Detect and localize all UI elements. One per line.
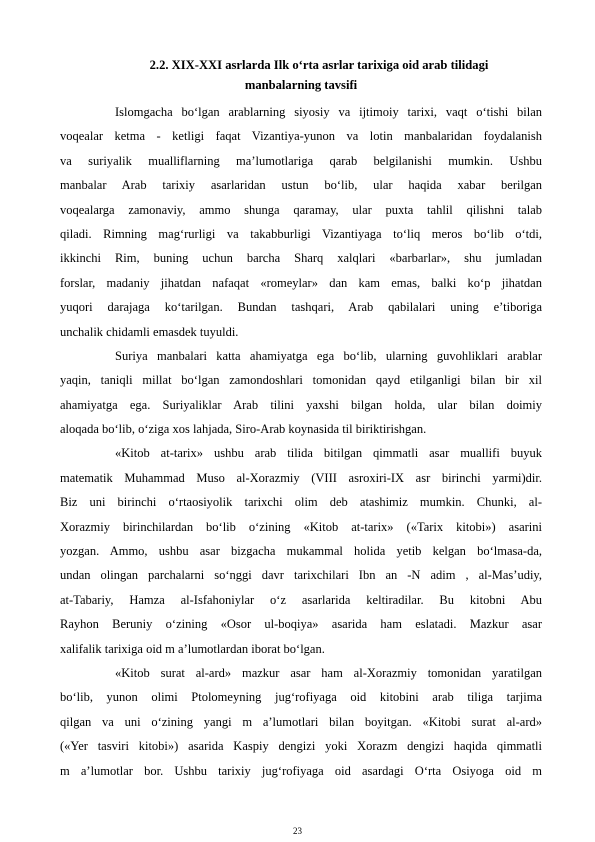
paragraph-2-line: yaqin, taniqli millat bo‘lgan zamondoshlari tomonidan qayd etilganligi bilan bir xil — [60, 373, 542, 388]
paragraph-3-line: undan olingan parchalarni so‘nggi davr tarixchilari Ibn an -N adim , al-Mas’udiy, — [60, 568, 542, 583]
paragraph-3-line: Rayhon Beruniy o‘zining «Osor ul-boqiya» asarida ham eslatadi. Mazkur asar — [60, 617, 542, 632]
paragraph-1-line: forslar, madaniy jihatdan nafaqat «romeylar» dan kam emas, balki ko‘p jihatdan — [60, 275, 542, 290]
paragraph-3-line: matematik Muhammad Muso al-Xorazmiy (VIII asroxiri-IX asr birinchi yarmi)dir. — [60, 470, 542, 485]
paragraph-1-line: ikkinchi Rim, buning uchun barcha Sharq xalqlari «barbarlar», shu jumladan — [60, 251, 542, 266]
paragraph-3-line: at-Tabariy, Hamza al-Isfahoniylar o‘z asarlarida keltiradilar. Bu kitobni Abu — [60, 592, 542, 607]
paragraph-1-line: voqealar ketma - ketligi faqat Vizantiya-yunon va lotin manbalaridan foydalanish — [60, 129, 542, 144]
paragraph-1-line: voqealarga zamonaviy, ammo shunga qaramay, ular puxta tahlil qilishni talab — [60, 202, 542, 217]
body-text — [60, 100, 542, 783]
paragraph-3-line: Biz uni birinchi o‘rtaosiyolik tarixchi olim deb atashimiz mumkin. Chunki, al- — [60, 495, 542, 510]
paragraph-2-line: aloqada bo‘lib, o‘ziga xos lahjada, Siro-Arab koynasida til biriktirishgan. — [60, 422, 427, 437]
section-heading-line-1: 2.2. XIX-XXI asrlarda Ilk o‘rta asrlar tarixiga oid arab tilidagi — [149, 58, 489, 72]
paragraph-1-line: qiladi. Rimning mag‘rurligi va takabburligi Vizantiyaga to‘liq meros bo‘lib o‘tdi, — [60, 226, 542, 241]
paragraph-3-line: yozgan. Ammo, ushbu asar bizgacha mukammal holida yetib kelgan bo‘lmasa-da, — [60, 544, 542, 559]
paragraph-4-line: («Yer tasviri kitobi») asarida Kaspiy dengizi yoki Xorazm dengizi haqida qimmatli — [60, 739, 542, 754]
paragraph-4-line: bo‘lib, yunon olimi Ptolomeyning jug‘rofiyaga oid kitobini arab tiliga tarjima — [60, 690, 542, 705]
paragraph-3-line: xalifalik tarixiga oid m a’lumotlardan iborat bo‘lgan. — [60, 641, 325, 656]
paragraph-2-line: Suriya manbalari katta ahamiyatga ega bo‘lib, ularning guvohliklari arablar — [115, 348, 542, 363]
paragraph-4-line: «Kitob surat al-ard» mazkur asar ham al-Xorazmiy tomonidan yaratilgan — [115, 665, 542, 680]
paragraph-2-line: ahamiyatga ega. Suriyaliklar Arab tilini yaxshi bilgan holda, ular bilan doimiy — [60, 397, 542, 412]
paragraph-3-line: Xorazmiy birinchilardan bo‘lib o‘zining «Kitob at-tarix» («Tarix kitobi») asarini — [60, 519, 542, 534]
paragraph-1-line: va suriyalik mualliflarning ma’lumotlariga qarab belgilanishi mumkin. Ushbu — [60, 153, 542, 168]
page-number: 23 — [293, 826, 302, 836]
section-heading-line-2: manbalarning tavsifi — [244, 78, 358, 92]
paragraph-4-line: m a’lumotlar bor. Ushbu tarixiy jug‘rofiyaga oid asardagi O‘rta Osiyoga oid m — [60, 763, 542, 778]
paragraph-1-line: manbalar Arab tarixiy asarlaridan ustun bo‘lib, ular haqida xabar berilgan — [60, 178, 542, 193]
paragraph-1-line: Islomgacha bo‘lgan arablarning siyosiy va ijtimoiy tarixi, vaqt o‘tishi bilan — [115, 105, 542, 119]
paragraph-3-line: «Kitob at-tarix» ushbu arab tilida bitilgan qimmatli asar muallifi buyuk — [115, 446, 542, 461]
paragraph-1-line: yuqori darajaga ko‘tarilgan. Bundan tashqari, Arab qabilalari uning e’tiboriga — [60, 300, 542, 315]
paragraph-4-line: qilgan va uni o‘zining yangi m a’lumotlari bilan boyitgan. «Kitobi surat al-ard» — [60, 714, 542, 729]
paragraph-1-line: unchalik chidamli emasdek tuyuldi. — [60, 324, 239, 339]
